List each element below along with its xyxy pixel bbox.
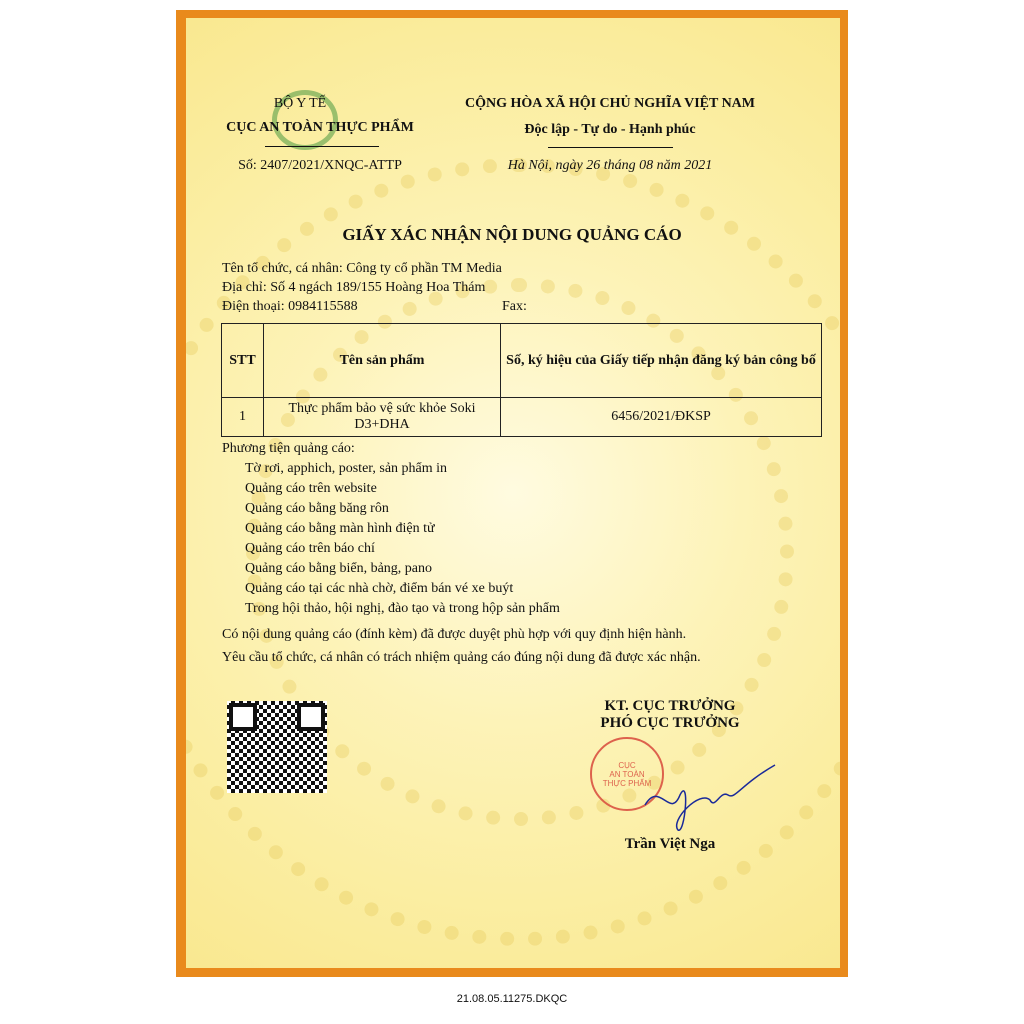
table-row [222,398,822,437]
responsibility-statement: Yêu cầu tổ chức, cá nhân có trách nhiệm quảng cáo đúng nội dung đã được xác nhận. [222,650,701,665]
list-item: Quảng cáo tại các nhà chờ, điểm bán vé xe buýt [245,581,514,596]
footer-code: 21.08.05.11275.DKQC [456,993,568,1005]
header-registration: Số, ký hiệu của Giấy tiếp nhận đăng ký bản công bố [501,324,822,398]
agency-name: CỤC AN TOÀN THỰC PHẨM [226,120,414,135]
list-item: Quảng cáo trên báo chí [245,541,375,556]
signer-title-1: KT. CỤC TRƯỞNG [604,698,736,714]
signer-name: Trần Việt Nga [624,836,716,852]
cell-stt: 1 [222,398,264,437]
approval-statement: Có nội dung quảng cáo (đính kèm) đã được duyệt phù hợp với quy định hiện hành. [222,627,687,642]
list-item: Quảng cáo bằng băng rôn [245,501,389,516]
qr-code [227,701,327,793]
motto: Độc lập - Tự do - Hạnh phúc [524,122,696,137]
signature-icon [640,760,780,840]
header-product: Tên sản phẩm [264,324,501,398]
country-name: CỘNG HÒA XÃ HỘI CHỦ NGHĨA VIỆT NAM [464,96,755,111]
list-item: Quảng cáo bằng biển, bảng, pano [245,561,432,576]
media-label: Phương tiện quảng cáo: [222,441,355,456]
phone: Điện thoại: 0984115588 [222,299,358,314]
cell-registration: 6456/2021/ĐKSP [501,398,822,437]
product-table [221,323,822,437]
header-stt: STT [222,324,264,398]
document-title: GIẤY XÁC NHẬN NỘI DUNG QUẢNG CÁO [342,225,682,244]
list-item: Quảng cáo trên website [245,481,377,496]
document-number: Số: 2407/2021/XNQC-ATTP [238,158,402,173]
cell-product: Thực phẩm bảo vệ sức khỏe Soki D3+DHA [264,398,501,437]
official-stamp: CỤC AN TOÀN THỰC PHẨM [590,737,664,811]
list-item: Trong hội thảo, hội nghị, đào tạo và trong hộp sản phẩm [245,601,560,616]
fax: Fax: [502,299,527,314]
organization: Tên tổ chức, cá nhân: Công ty cổ phần TM Media [222,261,502,276]
ministry-name: BỘ Y TẾ [273,96,327,111]
address: Địa chỉ: Số 4 ngách 189/155 Hoàng Hoa Thám [222,280,486,295]
list-item: Quảng cáo bằng màn hình điện tử [245,521,435,536]
issue-date: Hà Nội, ngày 26 tháng 08 năm 2021 [507,158,713,173]
list-item: Tờ rơi, apphich, poster, sản phẩm in [245,461,448,476]
signer-title-2: PHÓ CỤC TRƯỞNG [600,715,740,731]
